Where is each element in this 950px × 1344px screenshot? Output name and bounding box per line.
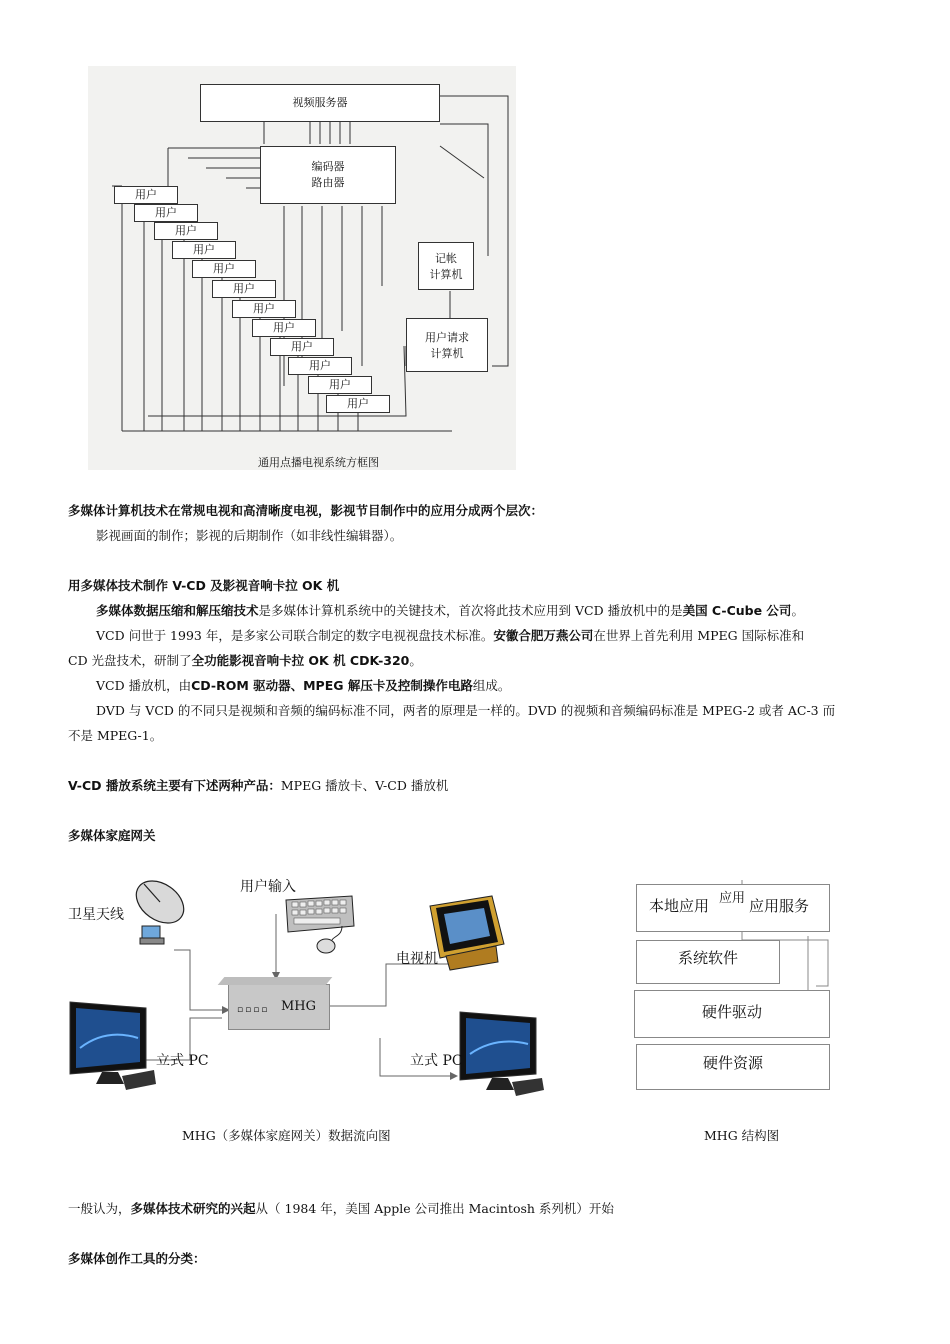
user-label: 用户 (213, 262, 235, 275)
user-box-10 (288, 357, 352, 375)
section2-paragraph-2 (96, 627, 804, 645)
mhg-label: MHG (281, 999, 317, 1014)
p2-bold: 安徽合肥万燕公司 (493, 628, 594, 643)
hw-resource-label: 硬件资源 (702, 1054, 763, 1072)
user-label: 用户 (291, 340, 313, 353)
vod-caption: 通用点播电视系统方框图 (258, 456, 379, 469)
pc-left-label: 立式 PC (156, 1053, 209, 1069)
p3-bold: CD-ROM 驱动器、MPEG 解压卡及控制操作电路 (191, 678, 473, 693)
section2-paragraph-3 (96, 677, 510, 695)
section5-text2: 从（ 1984 年，美国 Apple 公司推出 Macintosh 系列机）开始 (255, 1201, 614, 1216)
tv-label: 电视机 (396, 951, 438, 967)
p1-end: 。 (791, 603, 804, 618)
section4-heading: 多媒体家庭网关 (68, 828, 156, 843)
user-box-11 (308, 376, 372, 394)
section1-line: 影视画面的制作；影视的后期制作（如非线性编辑器）。 (96, 528, 403, 543)
encoder-router-box (260, 146, 396, 204)
p3-end: 组成。 (472, 678, 511, 693)
user-box-12 (326, 395, 390, 413)
user-label: 用户 (135, 188, 157, 201)
mhg-leds: ▫▫▫▫ (237, 1005, 270, 1015)
section3-heading (68, 777, 448, 795)
p2-text2: 在世界上首先利用 MPEG 国际标准和 (593, 628, 805, 643)
system-software-label: 系统软件 (677, 949, 738, 967)
user-box-3 (154, 222, 218, 240)
billing-label: 记帐 (435, 252, 457, 265)
encoder-label: 编码器 (311, 160, 345, 173)
p3-text: VCD 播放机，由 (96, 678, 192, 693)
user-box-9 (270, 338, 334, 356)
user-label: 用户 (233, 282, 255, 295)
user-label: 用户 (309, 359, 331, 372)
satellite-dish-icon (126, 876, 190, 948)
app-small-label: 应用 (719, 891, 746, 906)
p1-text: 是多媒体计算机系统中的关键技术，首次将此技术应用到 VCD 播放机中的是 (258, 603, 683, 618)
user-label: 用户 (273, 321, 295, 334)
user-box-2 (134, 204, 198, 222)
request-computer-label: 计算机 (430, 347, 464, 360)
keyboard-mouse-icon (282, 892, 366, 956)
satellite-label: 卫星天线 (68, 907, 124, 923)
router-label: 路由器 (311, 176, 345, 189)
request-label: 用户请求 (425, 331, 469, 344)
section2-paragraph-1 (96, 602, 804, 620)
p1-bold: 多媒体数据压缩和解压缩技术 (96, 603, 259, 618)
app-layer-box (636, 884, 830, 932)
system-software-box (636, 940, 780, 984)
section2-paragraph-4-cont: 不是 MPEG-1。 (68, 728, 163, 743)
user-box-7 (232, 300, 296, 318)
pc-left-icon (66, 998, 156, 1090)
user-label: 用户 (155, 206, 177, 219)
billing-computer-label: 计算机 (429, 268, 463, 281)
tv-icon (426, 892, 508, 972)
p1-bold2: 美国 C-Cube 公司 (682, 603, 792, 618)
user-label: 用户 (329, 378, 351, 391)
section5-line (68, 1200, 614, 1218)
section1-heading: 多媒体计算机技术在常规电视和高清晰度电视，影视节目制作中的应用分成两个层次： (68, 503, 544, 518)
section6-heading: 多媒体创作工具的分类： (68, 1251, 206, 1266)
hw-driver-label: 硬件驱动 (701, 1003, 762, 1021)
mhg-box (228, 984, 330, 1030)
section3-bold: V-CD 播放系统主要有下述两种产品： (68, 778, 281, 793)
section3-text: MPEG 播放卡、V-CD 播放机 (280, 778, 449, 793)
mhg-flow-caption: MHG（多媒体家庭网关）数据流向图 (182, 1128, 391, 1143)
user-input-label: 用户输入 (240, 879, 296, 895)
billing-computer-box (418, 242, 474, 290)
section5-bold: 多媒体技术研究的兴起 (130, 1201, 256, 1216)
user-label: 用户 (347, 397, 369, 410)
p2-line2b: 。 (409, 653, 422, 668)
user-label: 用户 (175, 224, 197, 237)
request-computer-box (406, 318, 488, 372)
p2-bold2: 全功能影视音响卡拉 OK 机 CDK-320 (191, 653, 410, 668)
local-app-label: 本地应用 (649, 897, 710, 915)
user-label: 用户 (253, 302, 275, 315)
hw-resource-box (636, 1044, 830, 1090)
pc-right-icon (456, 1008, 546, 1096)
user-box-1 (114, 186, 178, 204)
user-label: 用户 (193, 243, 215, 256)
pc-right-label: 立式 PC (410, 1053, 463, 1069)
section2-paragraph-4: DVD 与 VCD 的不同只是视频和音频的编码标准不同，两者的原理是一样的。DVD 的视频和音频编码标准是 MPEG-2 或者 AC-3 而 (96, 703, 836, 718)
user-box-4 (172, 241, 236, 259)
mhg-structure-caption: MHG 结构图 (704, 1128, 780, 1143)
section2-heading: 用多媒体技术制作 V-CD 及影视音响卡拉 OK 机 (68, 578, 340, 593)
hw-driver-box (634, 990, 830, 1038)
mhg-box-top (218, 977, 333, 985)
p2-line2a: CD 光盘技术，研制了 (68, 653, 192, 668)
vod-diagram (88, 66, 516, 470)
user-box-8 (252, 319, 316, 337)
section5-text1: 一般认为， (68, 1201, 131, 1216)
p2-text: VCD 问世于 1993 年，是多家公司联合制定的数字电视视盘技术标准。 (96, 628, 494, 643)
video-server-box (200, 84, 440, 122)
video-server-label: 视频服务器 (292, 96, 348, 109)
user-box-5 (192, 260, 256, 278)
section2-paragraph-2-cont (68, 652, 422, 670)
app-service-label: 应用服务 (749, 897, 810, 915)
user-box-6 (212, 280, 276, 298)
